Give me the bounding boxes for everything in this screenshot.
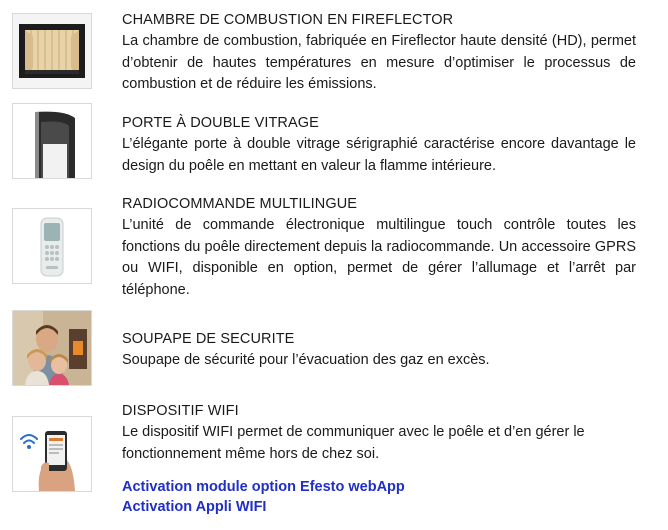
spacer [122,465,636,477]
feature-title: SOUPAPE DE SECURITE [122,331,295,347]
double-glass-door-image [12,103,92,179]
feature-description: Soupape de sécurité pour l’évacuation des gaz en excès. [122,352,490,368]
feature-description: La chambre de combustion, fabriquée en Fireflector haute densité (HD), permet d’obtenir de hautes températures en mesure d’optimiser le processus de combustion et de réduire les émissions. [122,33,636,92]
family-photo-image [12,310,92,386]
feature-title: CHAMBRE DE COMBUSTION EN FIREFLECTOR [122,12,454,28]
wifi-app-activation-link[interactable]: Activation Appli WIFI [122,499,267,515]
feature-text [122,194,636,301]
wifi-phone-image [12,416,92,492]
feature-description: Le dispositif WIFI permet de communiquer avec le poêle et d’en gérer le fonctionnement même hors de chez soi. [122,424,585,462]
feature-title: DISPOSITIF WIFI [122,403,239,419]
remote-control-image [12,208,92,284]
feature-description: L’unité de commande électronique multilingue touch contrôle toutes les fonctions du poêle directement depuis la radiocommande. Un accessoire GPRS ou WIFI, disponible en option, permet de gérer l’allumage et l’arrêt par téléphone. [122,217,636,298]
efesto-webapp-activation-link[interactable]: Activation module option Efesto webApp [122,479,405,495]
feature-title: PORTE À DOUBLE VITRAGE [122,115,319,131]
combustion-chamber-image [12,13,92,89]
feature-text [122,113,636,177]
feature-text [122,329,636,372]
feature-text [122,401,636,517]
feature-title: RADIOCOMMANDE MULTILINGUE [122,196,358,212]
feature-description: L’élégante porte à double vitrage sérigraphié caractérise encore davantage le design du poêle en mettant en valeur la flamme intérieure. [122,136,636,174]
feature-text [122,10,636,96]
